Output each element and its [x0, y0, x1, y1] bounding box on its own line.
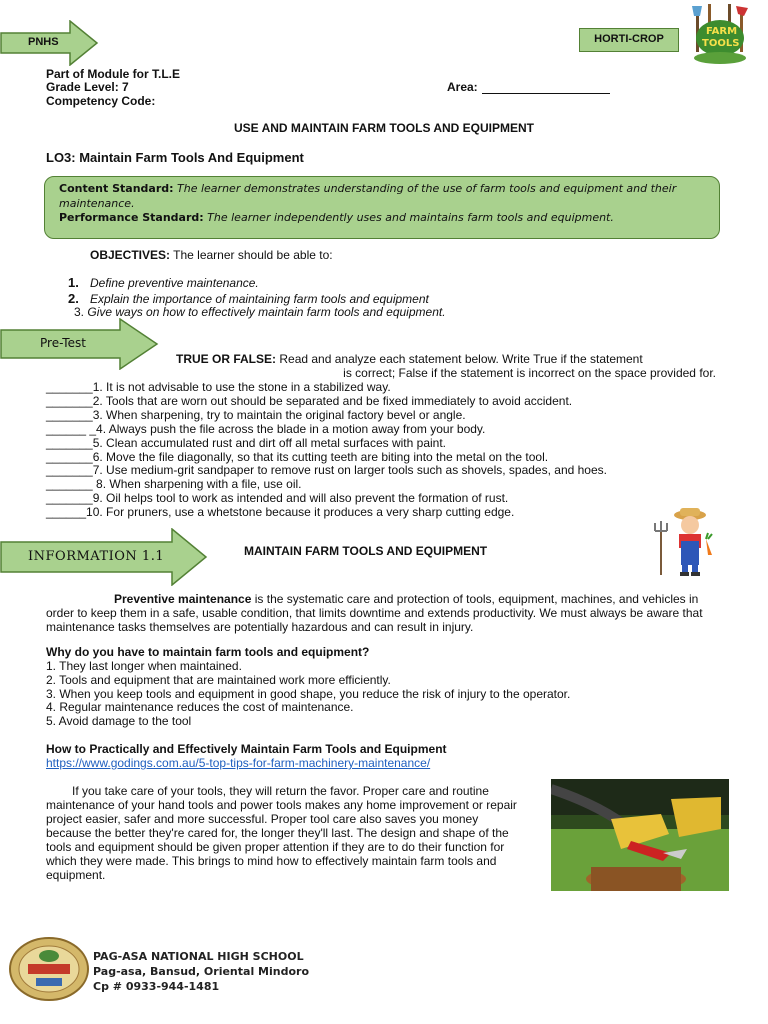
objective-text: Explain the importance of maintaining farm tools and equipment [90, 292, 429, 306]
school-seal-logo [8, 936, 90, 1002]
pretest-item: _______1. It is not advisable to use the stone in a stabilized way. [46, 380, 391, 394]
pretest-item: _______5. Clean accumulated rust and dirt off all metal surfaces with paint. [46, 436, 447, 450]
objectives-label: OBJECTIVES: [90, 248, 171, 262]
objective-item [68, 291, 429, 306]
module-line: Part of Module for T.L.E [46, 67, 180, 81]
objective-number: 2. [68, 291, 79, 306]
farm-tools-logo [688, 2, 752, 68]
logo-text-farm: FARM [706, 26, 738, 37]
objectives-heading [90, 248, 333, 262]
footer-school-name: PAG-ASA NATIONAL HIGH SCHOOL [93, 950, 304, 963]
why-item: 5. Avoid damage to the tool [46, 714, 192, 728]
pretest-item: ______10. For pruners, use a whetstone because it produces a very sharp cutting edge. [46, 505, 515, 519]
pretest-arrow-badge [0, 318, 160, 370]
pretest-item: _______9. Oil helps tool to work as intended and will also prevent the formation of rust. [46, 491, 509, 505]
information-label: INFORMATION 1.1 [28, 549, 165, 564]
content-standard-text: The learner demonstrates understanding of the use of farm tools and equipment and their maintenance. [59, 182, 677, 210]
performance-standard [59, 211, 705, 226]
lo3-heading: LO3: Maintain Farm Tools And Equipment [46, 150, 304, 165]
why-item: 4. Regular maintenance reduces the cost of maintenance. [46, 700, 354, 714]
objective-number: 3. [74, 305, 85, 319]
area-blank [482, 82, 610, 94]
true-false-label: TRUE OR FALSE: [176, 352, 277, 366]
preventive-maintenance-paragraph [46, 592, 722, 634]
farmer-illustration [650, 505, 730, 583]
objective-text: Define preventive maintenance. [90, 276, 259, 290]
performance-standard-label: Performance Standard: [59, 211, 204, 224]
objective-item [68, 275, 259, 290]
pretest-item: ______ _4. Always push the file across the blade in a motion away from your body. [46, 422, 486, 436]
pm-term: Preventive maintenance [114, 592, 252, 606]
why-heading: Why do you have to maintain farm tools and equipment? [46, 645, 370, 659]
true-false-instructions [176, 352, 716, 380]
instructions-line2: is correct; False if the statement is incorrect on the space provided for. [343, 366, 716, 380]
pnhs-label: PNHS [28, 36, 59, 48]
pnhs-arrow-badge [0, 20, 100, 66]
area-label: Area: [447, 80, 478, 94]
pm-text: is the systematic care and protection of tools, equipment, machines, and [254, 592, 639, 606]
pretest-label: Pre-Test [40, 336, 86, 350]
grade-line: Grade Level: 7 [46, 80, 129, 94]
pretest-item: _______ 8. When sharpening with a file, use oil. [46, 477, 302, 491]
pruning-photo [551, 779, 729, 891]
performance-standard-text: The learner independently uses and maintains farm tools and equipment. [207, 211, 614, 224]
horti-crop-label: HORTI-CROP [594, 33, 664, 45]
pm-text2: vehicles in order to keep them in a safe, usable condition, that limits downtime and extends productivity. We must always be aware that maintenance tasks themselves are potentially hazardous and can result in injury. [46, 592, 703, 634]
why-item: 3. When you keep tools and equipment in good shape, you reduce the risk of injury to the operator. [46, 687, 571, 701]
pretest-item: _______7. Use medium-grit sandpaper to remove rust on larger tools such as shovels, spades, and hoes. [46, 463, 607, 477]
page-title: USE AND MAINTAIN FARM TOOLS AND EQUIPMENT [234, 121, 534, 135]
why-item: 2. Tools and equipment that are maintained work more efficiently. [46, 673, 391, 687]
why-item: 1. They last longer when maintained. [46, 659, 242, 673]
how-heading: How to Practically and Effectively Maintain Farm Tools and Equipment [46, 742, 447, 756]
objective-item [74, 305, 446, 319]
objectives-intro: The learner should be able to: [173, 248, 333, 262]
content-standard-label: Content Standard: [59, 182, 174, 195]
objective-text: Give ways on how to effectively maintain farm tools and equipment. [87, 305, 446, 319]
information-title: MAINTAIN FARM TOOLS AND EQUIPMENT [244, 544, 488, 558]
footer-phone: Cp # 0933-944-1481 [93, 980, 220, 993]
logo-text-tools: TOOLS [702, 38, 740, 49]
information-arrow-badge [0, 528, 210, 586]
source-link[interactable]: https://www.godings.com.au/5-top-tips-for-farm-machinery-maintenance/ [46, 756, 431, 770]
objective-number: 1. [68, 275, 79, 290]
content-standard [59, 182, 705, 211]
pretest-item: _______3. When sharpening, try to maintain the original factory bevel or angle. [46, 408, 466, 422]
horti-crop-badge [579, 28, 679, 52]
standards-box [44, 176, 720, 239]
area-field [447, 80, 610, 94]
tool-care-paragraph: If you take care of your tools, they will return the favor. Proper care and routine maintenance of your hand tools and power tools makes any home improvement or repair project easier, safer and more successful. Proper tool care also saves you money because the better they're cared for, the longer they'll last. The design and shape of the tools and equipment should be given proper attention if they are to do their function for which they were made. This brings to mind how to effectively maintain farm tools and equipment. [46, 784, 517, 882]
pretest-item: _______2. Tools that are worn out should be separated and be fixed immediately to avoid accident. [46, 394, 573, 408]
instructions-line1: Read and analyze each statement below. Write True if the statement [279, 352, 643, 366]
footer-address: Pag-asa, Bansud, Oriental Mindoro [93, 965, 310, 978]
competency-line: Competency Code: [46, 94, 156, 108]
pretest-item: _______6. Move the file diagonally, so that its cutting teeth are biting into the metal on the tool. [46, 450, 549, 464]
